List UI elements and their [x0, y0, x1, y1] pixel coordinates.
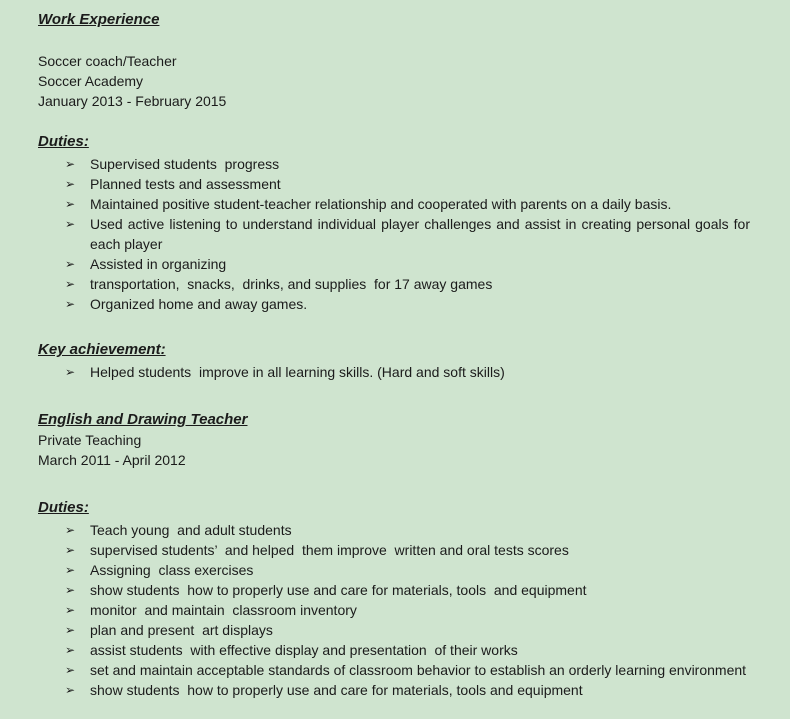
bullet-item	[38, 362, 750, 382]
key-achievement-heading: Key achievement:	[38, 341, 166, 358]
bullet-text: plan and present art displays	[90, 622, 273, 638]
bullet-text: Supervised students progress	[90, 156, 280, 172]
key-achievement-list	[38, 362, 750, 382]
arrow-bullet-icon: ➢	[65, 583, 76, 597]
bullet-item	[38, 294, 750, 314]
arrow-bullet-icon: ➢	[65, 623, 76, 637]
bullet-text: set and maintain acceptable standards of classroom behavior to establish an orderly learning environment	[90, 662, 747, 678]
bullet-text: Teach young and adult students	[90, 522, 292, 538]
bullet-item	[38, 580, 750, 600]
bullet-item	[38, 520, 750, 540]
work-experience-heading: Work Experience	[38, 11, 160, 28]
bullet-text: transportation, snacks, drinks, and supplies for 17 away games	[90, 276, 493, 292]
arrow-bullet-icon: ➢	[65, 277, 76, 291]
bullet-item	[38, 174, 750, 194]
bullet-item	[38, 254, 750, 274]
bullet-item	[38, 154, 750, 174]
arrow-bullet-icon: ➢	[65, 663, 76, 677]
job1-dates: January 2013 - February 2015	[38, 93, 227, 109]
job1-organization: Soccer Academy	[38, 73, 144, 89]
bullet-item	[38, 540, 750, 560]
arrow-bullet-icon: ➢	[65, 217, 76, 231]
duties1-heading: Duties:	[38, 133, 89, 150]
arrow-bullet-icon: ➢	[65, 197, 76, 211]
arrow-bullet-icon: ➢	[65, 523, 76, 537]
bullet-text: show students how to properly use and care for materials, tools and equipment	[90, 582, 587, 598]
duties1-list	[38, 154, 754, 314]
job2-heading: English and Drawing Teacher	[38, 411, 248, 428]
bullet-item	[38, 640, 750, 660]
bullet-text: Assisted in organizing	[90, 256, 227, 272]
bullet-item	[38, 680, 750, 700]
bullet-text: assist students with effective display and presentation of their works	[90, 642, 518, 658]
job1-title: Soccer coach/Teacher	[38, 53, 177, 69]
bullet-text: supervised students’ and helped them improve written and oral tests scores	[90, 542, 569, 558]
bullet-text: Used active listening to understand individual player challenges and assist in creating personal goals for each player	[90, 216, 754, 252]
arrow-bullet-icon: ➢	[65, 365, 76, 379]
job1-block	[38, 51, 750, 111]
job2-dates: March 2011 - April 2012	[38, 452, 186, 468]
bullet-text: Maintained positive student-teacher relationship and cooperated with parents on a daily basis.	[90, 196, 672, 212]
bullet-item	[38, 560, 750, 580]
bullet-text: Planned tests and assessment	[90, 176, 281, 192]
duties2-list	[38, 520, 750, 700]
bullet-text: Organized home and away games.	[90, 296, 308, 312]
arrow-bullet-icon: ➢	[65, 563, 76, 577]
bullet-item	[38, 600, 750, 620]
bullet-item	[38, 194, 750, 214]
arrow-bullet-icon: ➢	[65, 177, 76, 191]
job2-block	[38, 410, 750, 470]
bullet-text: show students how to properly use and care for materials, tools and equipment	[90, 682, 583, 698]
bullet-item	[38, 214, 754, 254]
bullet-text: monitor and maintain classroom inventory	[90, 602, 357, 618]
arrow-bullet-icon: ➢	[65, 603, 76, 617]
arrow-bullet-icon: ➢	[65, 257, 76, 271]
arrow-bullet-icon: ➢	[65, 683, 76, 697]
bullet-item	[38, 274, 750, 294]
bullet-text: Assigning class exercises	[90, 562, 254, 578]
arrow-bullet-icon: ➢	[65, 643, 76, 657]
arrow-bullet-icon: ➢	[65, 297, 76, 311]
bullet-item	[38, 660, 750, 680]
duties2-heading: Duties:	[38, 499, 89, 516]
bullet-text: Helped students improve in all learning skills. (Hard and soft skills)	[90, 364, 505, 380]
arrow-bullet-icon: ➢	[65, 157, 76, 171]
job2-organization: Private Teaching	[38, 432, 142, 448]
bullet-item	[38, 620, 750, 640]
arrow-bullet-icon: ➢	[65, 543, 76, 557]
